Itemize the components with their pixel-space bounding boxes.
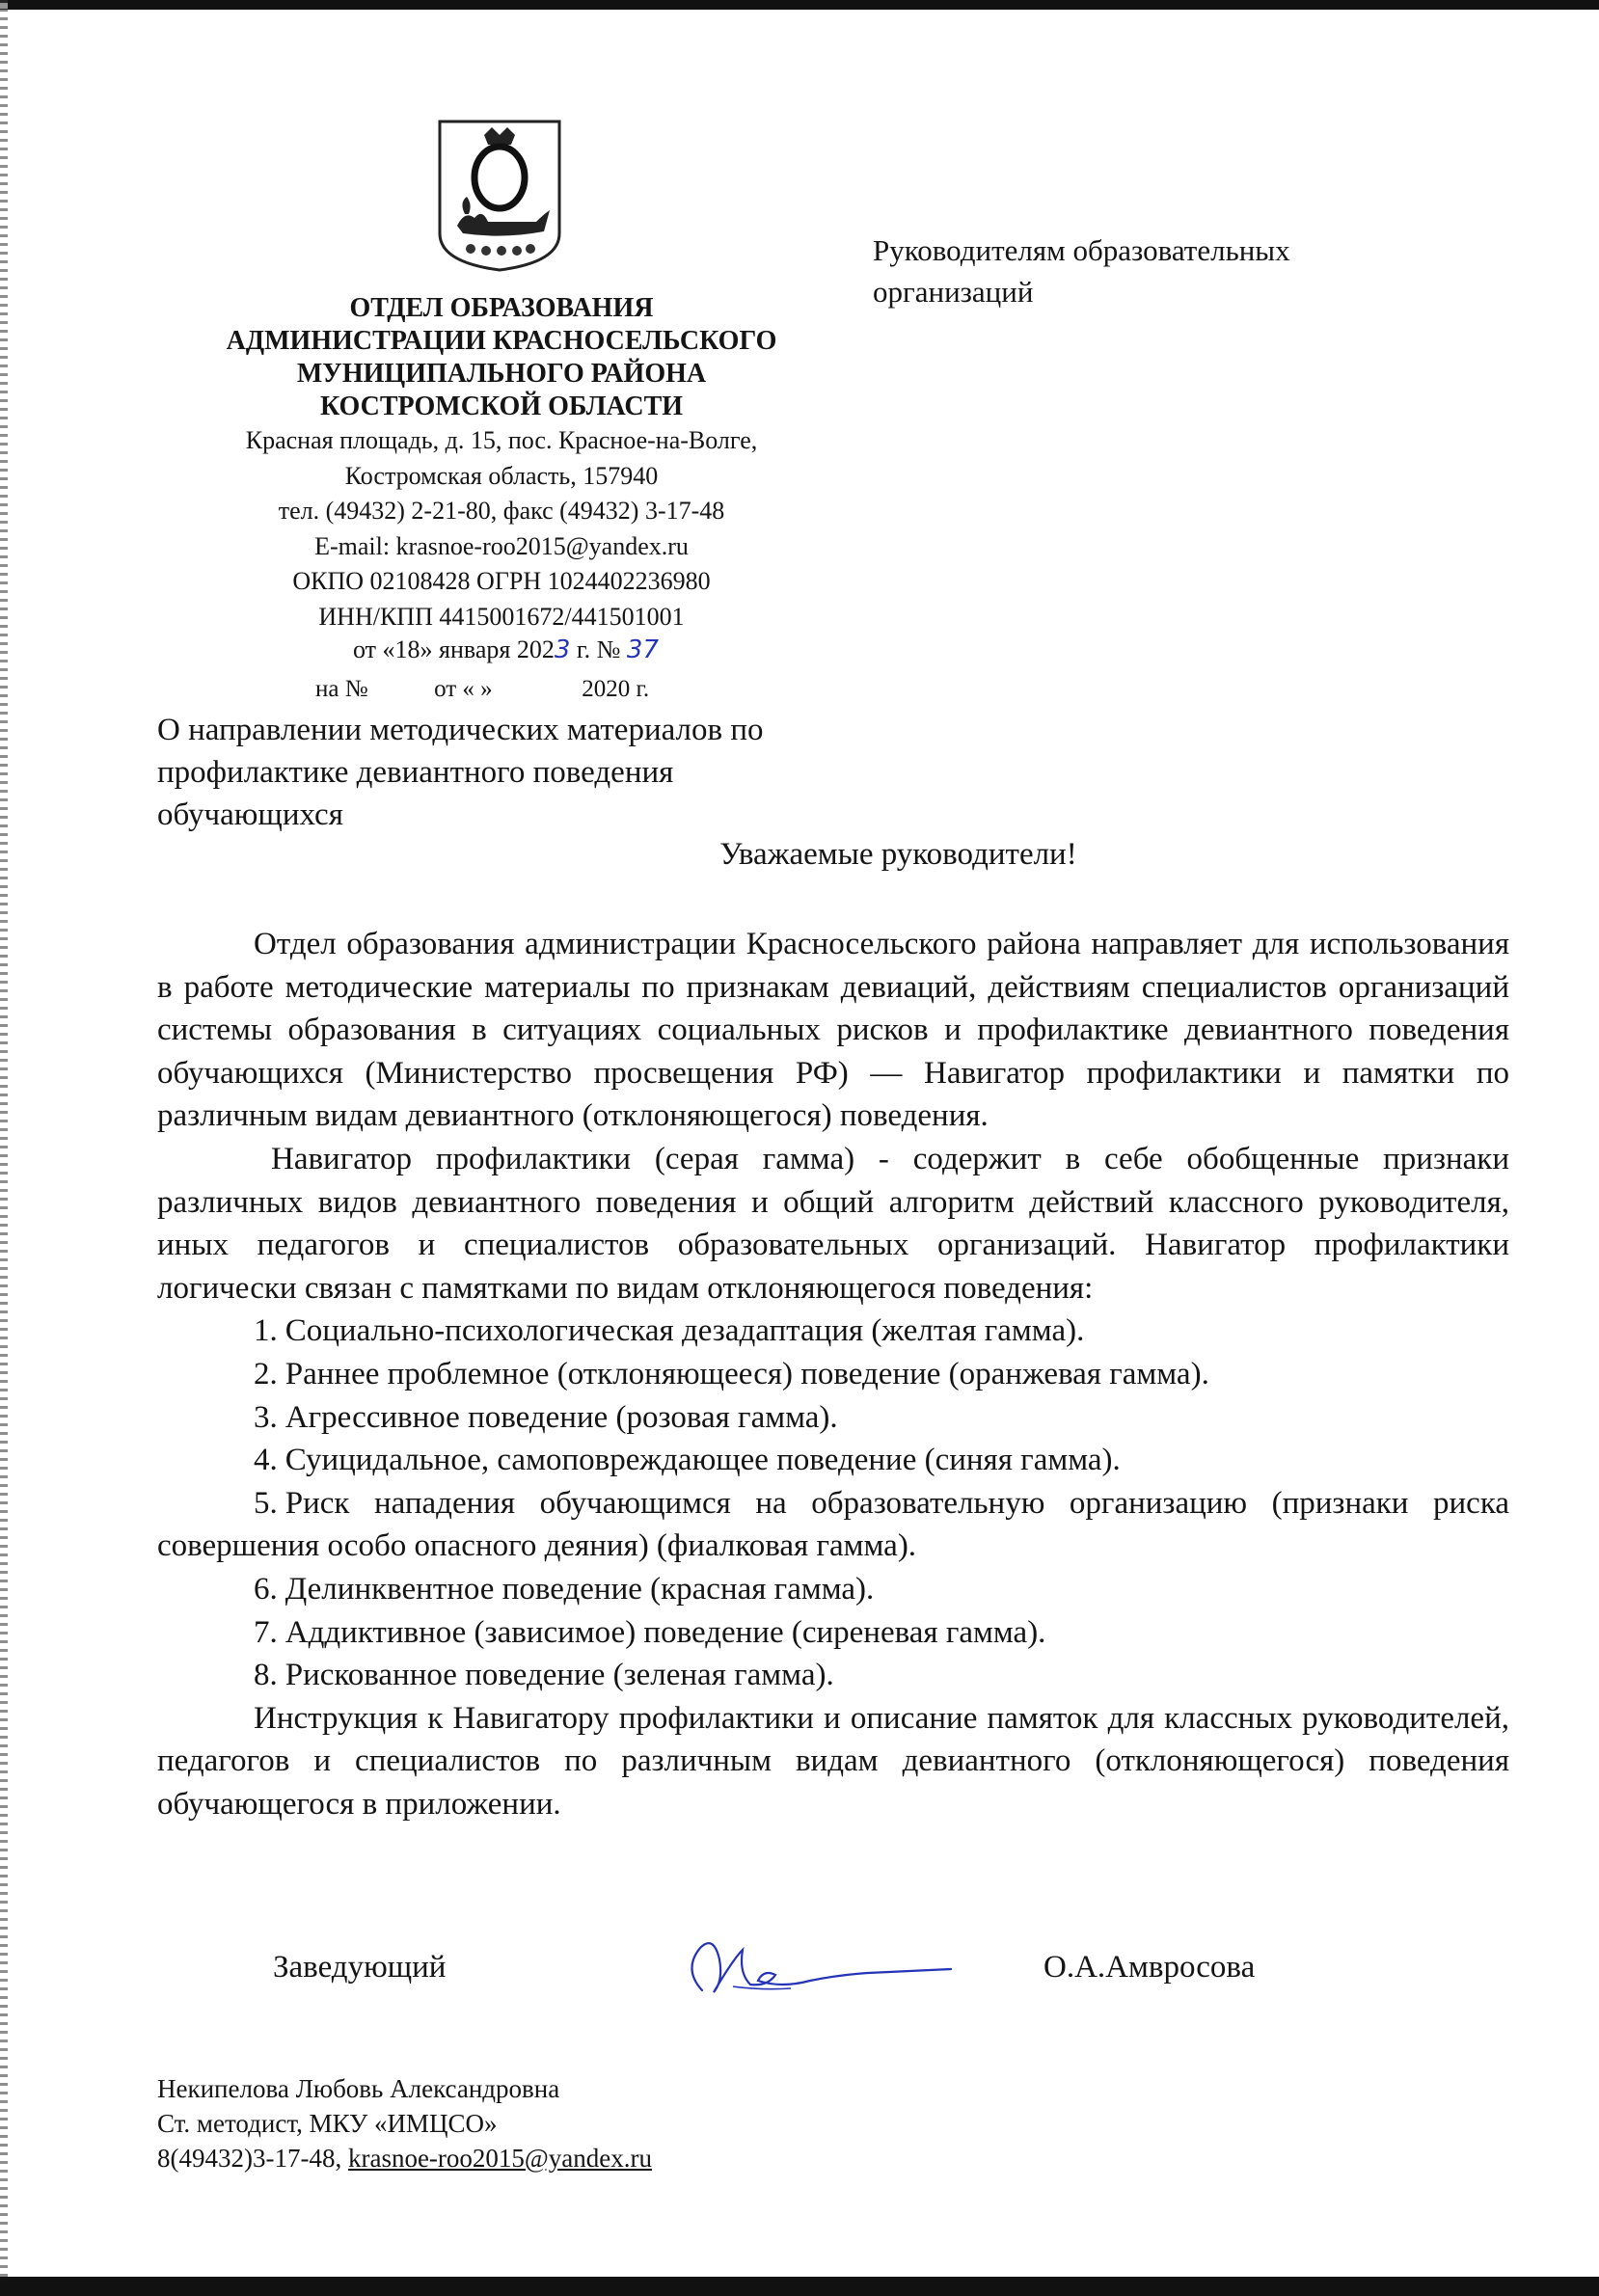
list-item [157,1310,1509,1353]
list-item-number: 2. [254,1356,278,1391]
deviation-types-list [157,1310,1509,1696]
body-paragraph: Инструкция к Навигатору профилактики и описание памяток для классных руководителей, педагогов и специалистов по различным видам девиантного (отклоняющегося) поведения обучающегося в приложении. [157,1700,1509,1822]
inn-line: ИНН/КПП 4415001672/441501001 [318,602,685,631]
org-name-line: АДМИНИСТРАЦИИ КРАСНОСЕЛЬСКОГО [226,326,777,356]
author-contacts [157,2141,832,2175]
recipient: Руководителям образовательных организаций [873,233,1290,309]
list-item [157,1568,1509,1611]
list-item [157,1439,1509,1482]
list-item-text: Аддиктивное (зависимое) поведение (сиреневая гамма). [285,1614,1046,1650]
date-prefix: от «18» января 202 [353,635,555,663]
scan-edge-top [0,0,1599,10]
letter-body [157,923,1509,1825]
phone-line: тел. (49432) 2-21-80, факс (49432) 3-17-48 [278,497,725,525]
author-email-link[interactable]: krasnoe-roo2015@yandex.ru [347,2144,652,2173]
signatory-title: Заведующий [273,1950,447,1985]
letterhead [145,292,858,635]
list-item [157,1654,1509,1697]
body-paragraph: Навигатор профилактики (серая гамма) - содержит в себе обобщенные признаки различных видов девиантного поведения и общий алгоритм действий классного руководителя, иных педагогов и специалистов образовательных организаций. Навигатор профилактики логически связан с памятками по видам отклоняющегося поведения: [157,1141,1509,1306]
list-item-number: 5. [254,1485,278,1521]
signatory-name: О.А.Амвросова [1043,1950,1256,1985]
letter-subject: О направлении методических материалов по профилактике девиантного поведения обучающихся [157,713,764,832]
list-item-number: 1. [254,1313,278,1349]
address-line: Красная площадь, д. 15, пос. Красное-на-Волге, [245,426,758,454]
author-name: Некипелова Любовь Александровна [157,2074,560,2103]
list-item-number: 8. [254,1658,278,1693]
signature-block [0,1931,1599,2008]
org-name-line: КОСТРОМСКОЙ ОБЛАСТИ [319,392,684,421]
author-footer [157,2071,832,2175]
list-item-number: 4. [254,1443,278,1478]
date-year-handwritten: 3 [554,635,571,664]
list-item-text: Социально-психологическая дезадаптация (желтая гамма). [285,1313,1085,1349]
list-item-text: Рискованное поведение (зеленая гамма). [285,1658,834,1693]
ref-year: 2020 г. [582,676,650,702]
address-line: Костромская область, 157940 [344,461,659,490]
list-item [157,1353,1509,1396]
list-item-text: Суицидальное, самоповреждающее поведение (синяя гамма). [285,1443,1121,1478]
org-name-line: МУНИЦИПАЛЬНОГО РАЙОНА [296,359,707,389]
date-suffix: г. № [570,635,621,663]
coat-of-arms-icon [436,118,563,274]
list-item-number: 3. [254,1399,278,1435]
list-item-number: 7. [254,1614,278,1650]
list-item-text: Риск нападения обучающимся на образовательную организацию (признаки риска совершения особо опасного деяния) (фиалковая гамма). [157,1485,1509,1564]
list-item-text: Делинквентное поведение (красная гамма). [285,1571,875,1607]
author-phone: 8(49432)3-17-48, [157,2144,348,2173]
list-item [157,1611,1509,1655]
ref-date: от « » [434,676,493,702]
ref-number: на № [315,676,368,702]
letter-date [353,635,659,664]
list-item [157,1396,1509,1440]
reference-line [315,676,649,703]
body-paragraph: Отдел образования администрации Красносельского района направляет для использования в работе методические материалы по признакам девиаций, действиям специалистов организаций системы образования в ситуациях социальных рисков и профилактике девиантного поведения обучающихся (Министерство просвещения РФ) — Навигатор профилактики и памятки по различным видам девиантного (отклоняющегося) поведения. [157,927,1509,1134]
author-position: Ст. методист, МКУ «ИМЦСО» [157,2109,498,2138]
letter-number-handwritten: 37 [626,635,660,664]
okpo-line: ОКПО 02108428 ОГРН 1024402236980 [292,567,711,595]
list-item-text: Раннее проблемное (отклоняющееся) поведение (оранжевая гамма). [285,1356,1209,1391]
list-item-text: Агрессивное поведение (розовая гамма). [285,1399,838,1435]
list-item-number: 6. [254,1571,278,1607]
handwritten-signature [675,1931,955,2008]
org-name-line: ОТДЕЛ ОБРАЗОВАНИЯ [349,293,654,323]
scan-edge-bottom [0,2277,1599,2296]
greeting: Уважаемые руководители! [719,837,1077,872]
list-item [157,1482,1509,1568]
email-line: E-mail: krasnoe-roo2015@yandex.ru [314,531,689,560]
